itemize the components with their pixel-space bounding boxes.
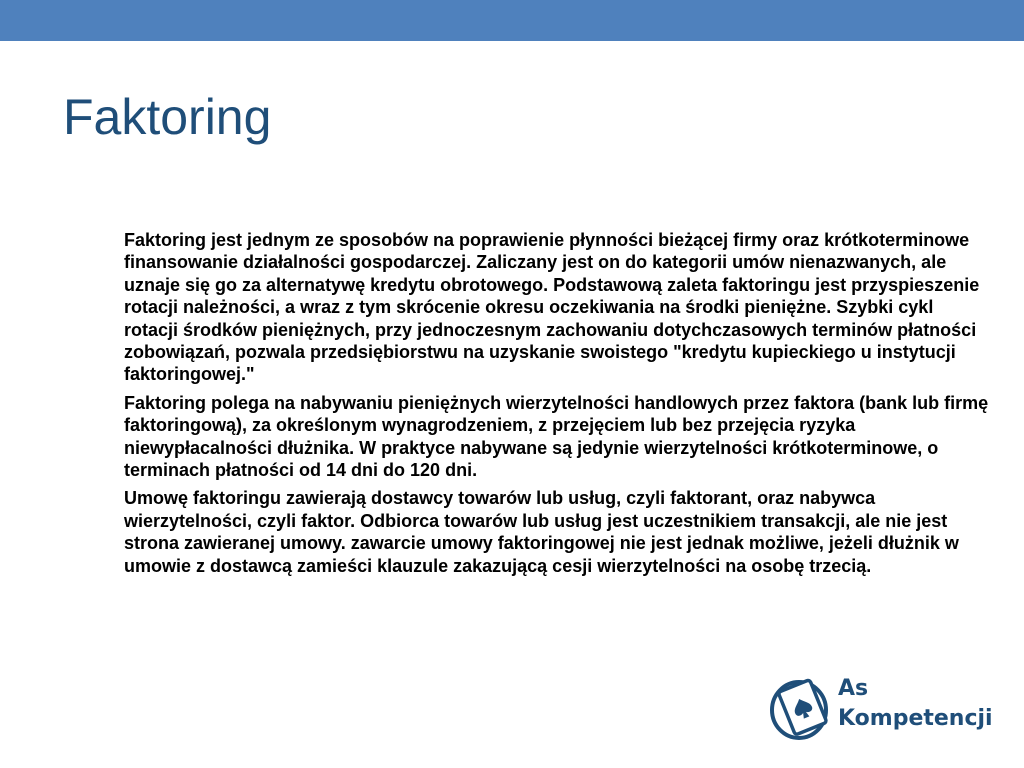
as-kompetencji-logo	[768, 671, 998, 743]
top-accent-bar	[0, 0, 1024, 41]
paragraph-3: Umowę faktoringu zawierają dostawcy towarów lub usług, czyli faktorant, oraz nabywca wierzytelności, czyli faktor. Odbiorca towarów lub usług jest uczestnikiem transakcji, ale nie jest strona zawieranej umowy. zawarcie umowy faktoringowej nie jest jednak możliwe, jeżeli dłużnik w umowie z dostawcą zamieści klauzule zakazującą cesji wierzytelności na osobę trzecią.	[124, 488, 959, 576]
logo-line-as: As	[838, 676, 869, 701]
spade-card-icon	[768, 671, 834, 743]
slide-title: Faktoring	[63, 89, 272, 145]
logo-text	[838, 674, 993, 734]
logo-line-kompetencji: Kompetencji	[838, 706, 993, 731]
slide-content	[124, 229, 992, 583]
paragraph-1: Faktoring jest jednym ze sposobów na poprawienie płynności bieżącej firmy oraz krótkoterminowe finansowanie działalności gospodarczej. Zaliczany jest on do kategorii umów nienazwanych, ale uznaje się go za alternatywę kredytu obrotowego. Podstawową zaleta faktoringu jest przyspieszenie rotacji należności, a wraz z tym skrócenie okresu oczekiwania na środki pieniężne. Szybki cykl rotacji środków pieniężnych, przy jednoczesnym zachowaniu dotychczasowych terminów płatności zobowiązań, pozwala przedsiębiorstwu na uzyskanie swoistego "kredytu kupieckiego u instytucji faktoringowej."	[124, 230, 980, 385]
paragraph-2: Faktoring polega na nabywaniu pieniężnych wierzytelności handlowych przez faktora (bank lub firmę faktoringową), za określonym wynagrodzeniem, z przejęciem lub bez przejęcia ryzyka niewypłacalności dłużnika. W praktyce nabywane są jedynie wierzytelności krótkoterminowe, o terminach płatności od 14 dni do 120 dni.	[124, 392, 989, 481]
